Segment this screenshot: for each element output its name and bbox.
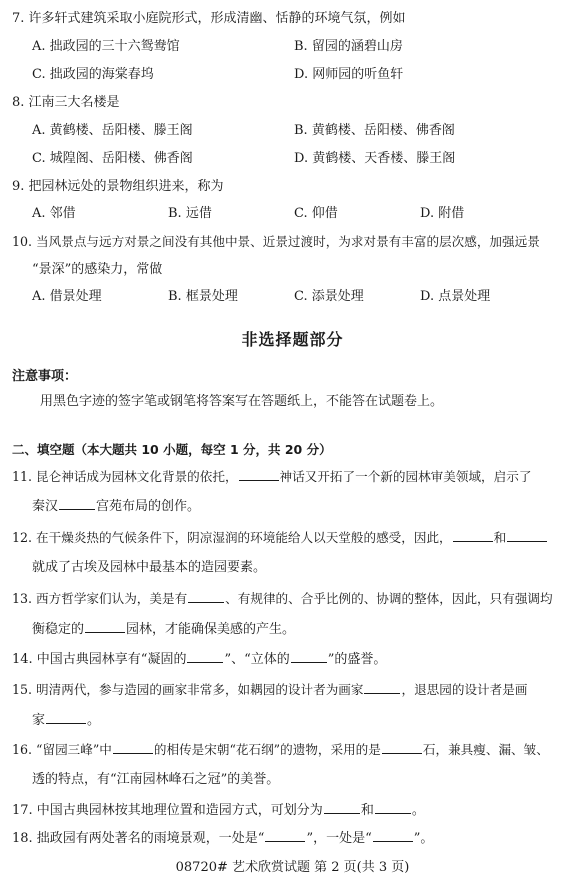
q11-line2 — [32, 497, 200, 516]
q15-line1 — [12, 681, 527, 699]
q13-text-4: 园林，才能确保美感的产生。 — [126, 622, 296, 637]
answer-blank — [324, 801, 360, 814]
q15-text-1: 15. 明清两代，参与造园的画家非常多，如耦园的设计者为画家 — [12, 682, 364, 697]
answer-blank — [265, 829, 305, 842]
q7-option-d: D. 网师园的听鱼轩 — [294, 67, 404, 82]
q14-text-3: ”的盛誉。 — [327, 652, 387, 667]
q14-text-1: 14. 中国古典园林享有“凝固的 — [12, 652, 187, 667]
answer-blank — [507, 529, 547, 542]
q17-text-1: 17. 中国古典园林按其地理位置和造园方式，可划分为 — [12, 803, 323, 818]
q12-text-2: 和 — [493, 530, 507, 545]
q13-line1 — [12, 590, 553, 608]
q7-option-c: C. 拙政园的海棠春坞 — [32, 67, 154, 82]
q10-option-c: C. 添景处理 — [294, 289, 364, 304]
q17-text-2: 和 — [360, 803, 374, 818]
answer-blank — [373, 829, 413, 842]
q13-line2 — [32, 620, 295, 639]
q8-option-d: D. 黄鹤楼、天香楼、滕王阁 — [294, 151, 456, 166]
q9-option-d: D. 附借 — [420, 206, 465, 221]
q18-text-3: ”。 — [413, 831, 434, 846]
q10-option-d: D. 点景处理 — [420, 289, 491, 304]
q10-stem-cont: “景深”的感染力，常做 — [32, 262, 163, 277]
q11-text-2: 神话又开拓了一个新的园林审美领域，启示了 — [279, 469, 532, 484]
q17-line1 — [12, 801, 425, 820]
q18-line1 — [12, 829, 433, 848]
q7-option-a: A. 拙政园的三十六鸳鸯馆 — [32, 39, 180, 54]
q11-line1 — [12, 468, 531, 486]
page-footer: 08720# 艺术欣赏试题 第 2 页(共 3 页) — [175, 860, 410, 875]
q11-text-1: 11. 昆仑神话成为园林文化背景的依托， — [12, 469, 238, 484]
q8-option-c: C. 城隍阁、岳阳楼、佛香阁 — [32, 151, 193, 166]
q16-line1 — [12, 741, 549, 759]
q16-text-3: 石，兼具瘦、漏、皱、 — [422, 742, 549, 757]
q18-text-2: ”，一处是“ — [306, 831, 372, 846]
q13-text-1: 13. 西方哲学家们认为，美是有 — [12, 591, 188, 606]
notice-title: 注意事项： — [12, 369, 78, 384]
q16-text-1: 16. “留园三峰”中 — [12, 742, 112, 757]
q18-text-1: 18. 拙政园有两处著名的雨境景观，一处是“ — [12, 831, 265, 846]
answer-blank — [85, 620, 125, 633]
answer-blank — [46, 711, 86, 724]
q14-line1 — [12, 650, 386, 669]
answer-blank — [291, 650, 327, 663]
answer-blank — [239, 468, 279, 481]
q16-line2: 透的特点，有“江南园林峰石之冠”的美誉。 — [32, 772, 280, 787]
q13-text-2: 、有规律的、合乎比例的、协调的整体，因此，只有强调均 — [225, 591, 553, 606]
q12-line1 — [12, 529, 548, 547]
q11-text-3: 秦汉 — [32, 499, 59, 514]
q14-text-2: ”、“立体的 — [224, 652, 290, 667]
q7-option-b: B. 留园的涵碧山房 — [294, 39, 403, 54]
q15-line2 — [32, 711, 100, 730]
part-title: 二、填空题（本大题共 10 小题，每空 1 分，共 20 分） — [12, 442, 332, 457]
answer-blank — [59, 497, 95, 510]
answer-blank — [382, 741, 422, 754]
q10-option-a: A. 借景处理 — [32, 289, 102, 304]
q15-text-3: 家 — [32, 713, 46, 728]
q8-option-b: B. 黄鹤楼、岳阳楼、佛香阁 — [294, 123, 455, 138]
q12-text-1: 12. 在干燥炎热的气候条件下，阴凉湿润的环境能给人以天堂般的感受，因此， — [12, 530, 452, 545]
q8-stem: 8. 江南三大名楼是 — [12, 95, 120, 110]
answer-blank — [187, 650, 223, 663]
q15-text-4: 。 — [87, 713, 101, 728]
answer-blank — [375, 801, 411, 814]
notice-body: 用黑色字迹的签字笔或钢笔将答案写在答题纸上，不能答在试题卷上。 — [40, 394, 444, 409]
q8-option-a: A. 黄鹤楼、岳阳楼、滕王阁 — [32, 123, 193, 138]
q16-text-2: 的相传是宋朝“花石纲”的遗物，采用的是 — [153, 742, 381, 757]
answer-blank — [364, 681, 400, 694]
q9-option-c: C. 仰借 — [294, 206, 338, 221]
answer-blank — [113, 741, 153, 754]
q13-text-3: 衡稳定的 — [32, 622, 85, 637]
answer-blank — [453, 529, 493, 542]
q9-stem: 9. 把园林远处的景物组织进来，称为 — [12, 179, 224, 194]
answer-blank — [188, 590, 224, 603]
q9-option-a: A. 邻借 — [32, 206, 76, 221]
q10-stem: 10. 当风景点与远方对景之间没有其他中景、近景过渡时，为求对景有丰富的层次感，加强远景 — [12, 234, 540, 249]
q12-line2: 就成了古埃及园林中最基本的造园要素。 — [32, 560, 267, 575]
section-title: 非选择题部分 — [241, 330, 344, 349]
q17-text-3: 。 — [411, 803, 425, 818]
q9-option-b: B. 远借 — [168, 206, 212, 221]
q10-option-b: B. 框景处理 — [168, 289, 238, 304]
q7-stem: 7. 许多轩式建筑采取小庭院形式，形成清幽、恬静的环境气氛，例如 — [12, 11, 406, 26]
q11-text-4: 宫苑布局的创作。 — [96, 499, 201, 514]
q15-text-2: ，退思园的设计者是画 — [401, 682, 528, 697]
